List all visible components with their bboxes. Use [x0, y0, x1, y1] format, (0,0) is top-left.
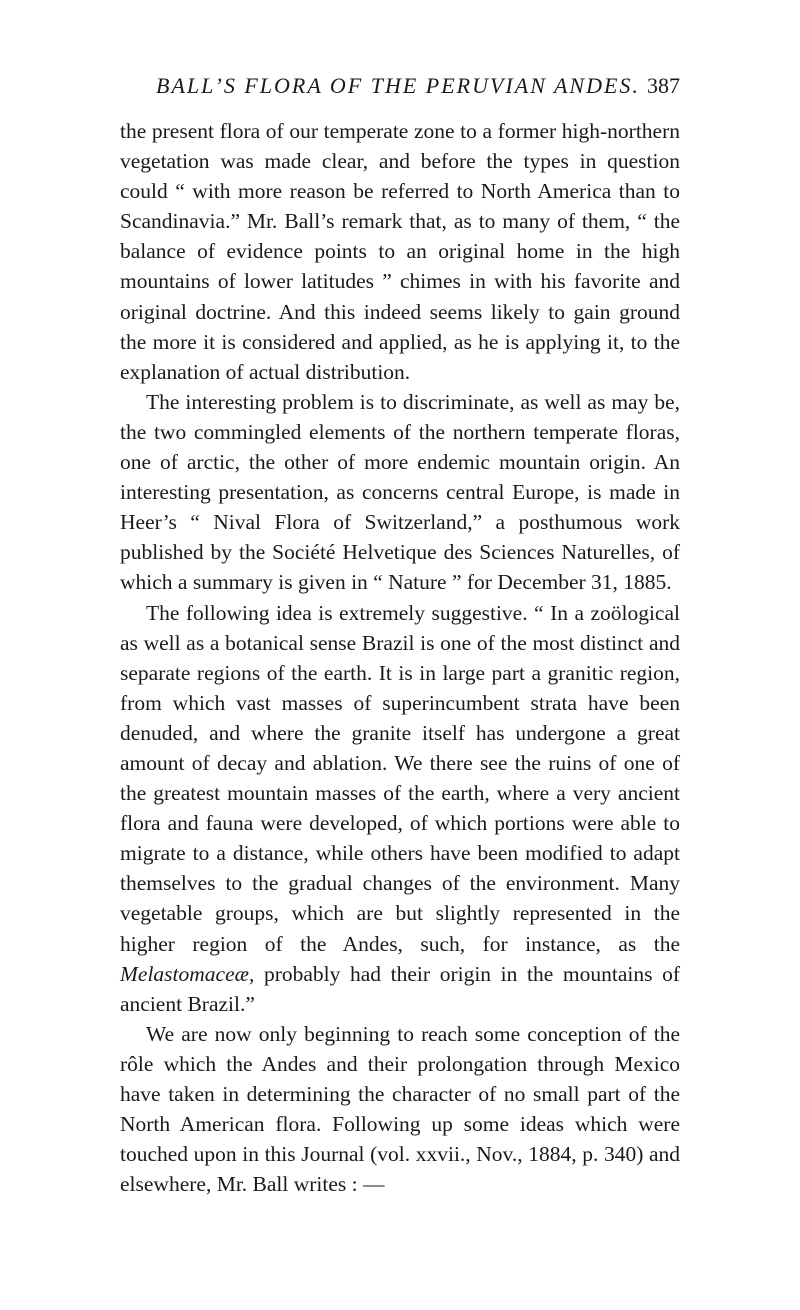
page-number: 387	[647, 73, 680, 98]
taxon-name: Melastomaceæ,	[120, 961, 255, 986]
paragraph-andes-role: We are now only beginning to reach some conception of the rôle which the Andes and their prolongation through Mexico have taken in determining the character of no small part of the North American flora. Following up some ideas which were touched upon in this Journal (vol. xxvii., Nov., 1884, p. 340) and elsewhere, Mr. Ball writes : —	[120, 1021, 680, 1197]
paragraph-discriminate: The interesting problem is to discriminate, as well as may be, the two commingled elements of the northern temperate floras, one of arctic, the other of more endemic mountain origin. An interesting presentation, as concerns central Europe, is made in Heer’s “ Nival Flora of Switzerland,” a posthumous work published by the Société Helvetique des Sciences Naturelles, of which a summary is given in “ Nature ” for December 31, 1885.	[120, 389, 680, 595]
brazil-quote-end: probably had their origin in the mountains of ancient Brazil.”	[120, 961, 680, 1016]
brazil-quote-text: The following idea is extremely suggestive. “ In a zoölogical as well as a botanical sense Brazil is one of the most distinct and separate regions of the earth. It is in large part a granitic region, from which vast masses of superincumbent strata have been denuded, and where the granite itself has undergone a great amount of decay and ablation. We there see the ruins of one of the greatest mountain masses of the earth, where a very ancient flora and fauna were developed, of which portions were able to migrate to a distance, while others have been modified to adapt themselves to the gradual changes of the environment. Many vegetable groups, which are but slightly represented in the higher region of the Andes, such, for instance, as the	[120, 600, 680, 956]
body-text	[120, 116, 680, 1199]
paragraph-brazil-quote	[120, 598, 680, 1019]
paragraph-continuation: the present flora of our temperate zone to a former high-northern vegetation was made clear, and before the types in question could “ with more reason be referred to North America than to Scandinavia.” Mr. Ball’s remark that, as to many of them, “ the balance of evidence points to an original home in the high mountains of lower latitudes ” chimes in with his favorite and original doctrine. And this indeed seems likely to gain ground the more it is considered and applied, as he is applying it, to the explanation of actual distribution.	[120, 119, 680, 384]
running-title: BALL’S FLORA OF THE PERUVIAN ANDES.	[156, 73, 640, 98]
running-head	[120, 73, 680, 105]
